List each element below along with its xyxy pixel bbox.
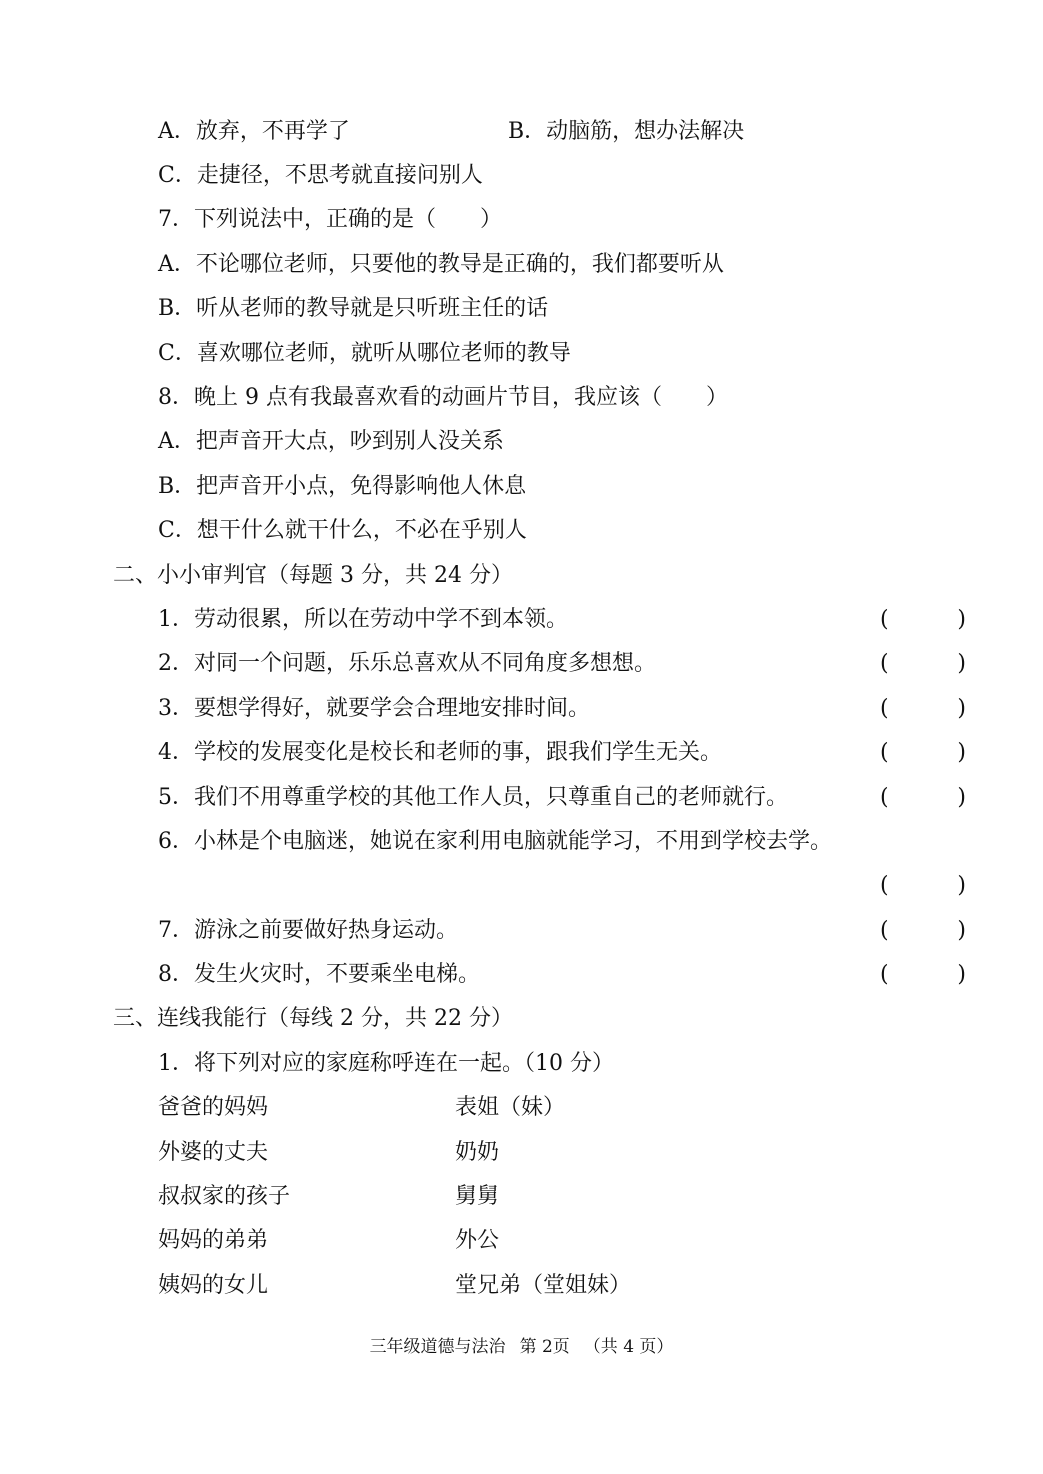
- judge-item-7: 7．游泳之前要做好热身运动。: [158, 918, 458, 943]
- footer-total-pages: （共 4 页）: [583, 1337, 674, 1357]
- paren-close: ): [957, 918, 966, 943]
- option-6c: C．走捷径，不思考就直接问别人: [158, 163, 483, 188]
- answer-blank-6[interactable]: [880, 871, 966, 901]
- page-footer: [0, 1335, 1043, 1359]
- option-6a: A．放弃，不再学了: [158, 119, 350, 144]
- judge-item-4: 4．学校的发展变化是校长和老师的事，跟我们学生无关。: [158, 740, 722, 765]
- judge-item-1: 1．劳动很累，所以在劳动中学不到本领。: [158, 607, 568, 632]
- paren-close: ): [957, 962, 966, 987]
- match-right-4[interactable]: 外公: [455, 1228, 500, 1253]
- answer-blank-3[interactable]: [880, 694, 966, 724]
- answer-blank-8[interactable]: [880, 960, 966, 990]
- paren-open: (: [880, 607, 889, 632]
- match-right-2[interactable]: 奶奶: [455, 1140, 500, 1165]
- option-8a: A．把声音开大点，吵到别人没关系: [158, 429, 504, 454]
- match-left-1[interactable]: 爸爸的妈妈: [158, 1095, 269, 1120]
- match-left-2[interactable]: 外婆的丈夫: [158, 1140, 269, 1165]
- section-2-heading: 二、小小审判官（每题 3 分，共 24 分）: [113, 563, 513, 588]
- paren-close: ): [957, 740, 966, 765]
- option-7b: B．听从老师的教导就是只听班主任的话: [158, 296, 549, 321]
- judge-item-5: 5．我们不用尊重学校的其他工作人员，只尊重自己的老师就行。: [158, 785, 788, 810]
- paren-close: ): [957, 651, 966, 676]
- question-8: 8．晚上 9 点有我最喜欢看的动画片节目，我应该（ ）: [158, 385, 728, 410]
- judge-item-2: 2．对同一个问题，乐乐总喜欢从不同角度多想想。: [158, 651, 656, 676]
- judge-item-8: 8．发生火灾时，不要乘坐电梯。: [158, 962, 480, 987]
- answer-blank-7[interactable]: [880, 916, 966, 946]
- match-right-5[interactable]: 堂兄弟（堂姐妹）: [455, 1273, 632, 1298]
- match-left-5[interactable]: 姨妈的女儿: [158, 1273, 269, 1298]
- option-8c: C．想干什么就干什么，不必在乎别人: [158, 518, 527, 543]
- answer-blank-1[interactable]: [880, 605, 966, 635]
- section-3-heading: 三、连线我能行（每线 2 分，共 22 分）: [113, 1006, 513, 1031]
- match-left-4[interactable]: 妈妈的弟弟: [158, 1228, 269, 1253]
- footer-page-number: 第 2页: [519, 1337, 570, 1357]
- option-6b: B．动脑筋，想办法解决: [508, 119, 745, 144]
- paren-open: (: [880, 962, 889, 987]
- paren-close: ): [957, 785, 966, 810]
- footer-subject: 三年级道德与法治: [369, 1337, 506, 1357]
- paren-open: (: [880, 696, 889, 721]
- matching-question-1: 1．将下列对应的家庭称呼连在一起。（10 分）: [158, 1051, 614, 1076]
- judge-item-3: 3．要想学得好，就要学会合理地安排时间。: [158, 696, 590, 721]
- paren-close: ): [957, 696, 966, 721]
- paren-open: (: [880, 785, 889, 810]
- match-left-3[interactable]: 叔叔家的孩子: [158, 1184, 291, 1209]
- option-8b: B．把声音开小点，免得影响他人休息: [158, 474, 527, 499]
- paren-open: (: [880, 873, 889, 898]
- option-7c: C．喜欢哪位老师，就听从哪位老师的教导: [158, 341, 571, 366]
- match-right-3[interactable]: 舅舅: [455, 1184, 500, 1209]
- option-7a: A．不论哪位老师，只要他的教导是正确的，我们都要听从: [158, 252, 724, 277]
- paren-close: ): [957, 873, 966, 898]
- judge-item-6: 6．小林是个电脑迷，她说在家利用电脑就能学习，不用到学校去学。: [158, 829, 832, 854]
- answer-blank-2[interactable]: [880, 649, 966, 679]
- question-7: 7．下列说法中，正确的是（ ）: [158, 207, 502, 232]
- paren-open: (: [880, 740, 889, 765]
- paren-open: (: [880, 918, 889, 943]
- paren-open: (: [880, 651, 889, 676]
- paren-close: ): [957, 607, 966, 632]
- match-right-1[interactable]: 表姐（妹）: [455, 1095, 566, 1120]
- answer-blank-5[interactable]: [880, 783, 966, 813]
- answer-blank-4[interactable]: [880, 738, 966, 768]
